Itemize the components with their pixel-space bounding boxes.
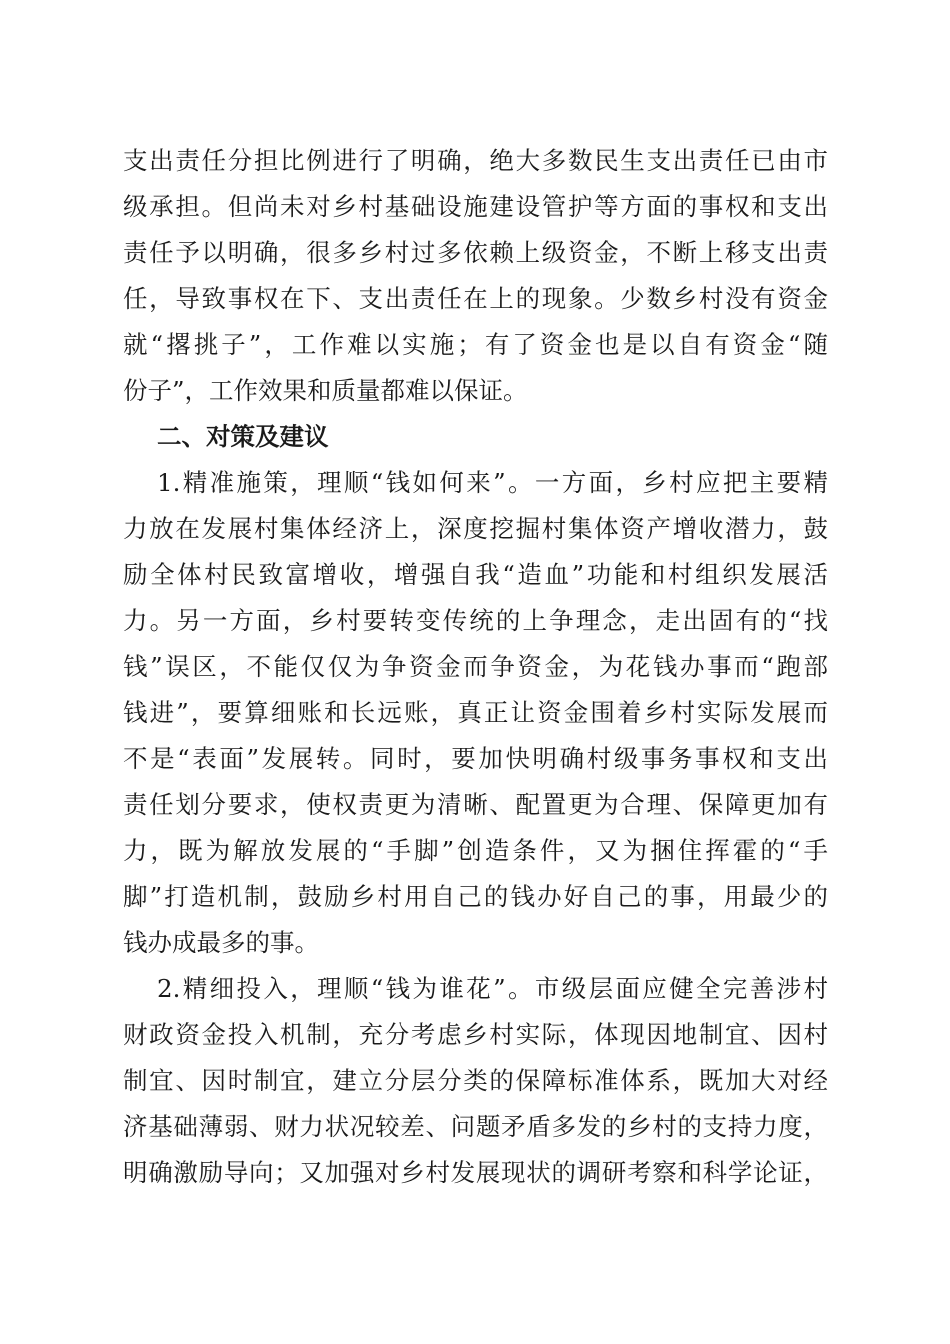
text-line: 力，既为解放发展的“手脚”创造条件，又为捆住挥霍的“手 <box>123 836 828 865</box>
text-line: 财政资金投入机制，充分考虑乡村实际，体现因地制宜、因村 <box>123 1020 828 1049</box>
text-line: 2.精细投入，理顺“钱为谁花”。市级层面应健全完善涉村 <box>157 974 828 1003</box>
text-line: 钱进”，要算细账和长远账，真正让资金围着乡村实际发展而 <box>123 698 828 727</box>
text-line: 支出责任分担比例进行了明确，绝大多数民生支出责任已由市 <box>123 146 828 175</box>
text-line: 明确激励导向；又加强对乡村发展现状的调研考察和科学论证， <box>123 1158 828 1187</box>
text-line: 责任予以明确，很多乡村过多依赖上级资金，不断上移支出责 <box>123 238 828 267</box>
text-line: 钱办成最多的事。 <box>123 928 319 957</box>
text-line: 济基础薄弱、财力状况较差、问题矛盾多发的乡村的支持力度， <box>123 1112 828 1141</box>
text-line: 不是“表面”发展转。同时，要加快明确村级事务事权和支出 <box>123 744 828 773</box>
text-line: 份子”，工作效果和质量都难以保证。 <box>123 376 528 405</box>
text-line: 1.精准施策，理顺“钱如何来”。一方面，乡村应把主要精 <box>157 468 828 497</box>
text-line: 力放在发展村集体经济上，深度挖掘村集体资产增收潜力，鼓 <box>123 514 828 543</box>
text-line: 责任划分要求，使权责更为清晰、配置更为合理、保障更加有 <box>123 790 828 819</box>
text-line: 力。另一方面，乡村要转变传统的上争理念，走出固有的“找 <box>123 606 828 635</box>
text-line: 就“撂挑子”，工作难以实施；有了资金也是以自有资金“随 <box>123 330 828 359</box>
text-line: 励全体村民致富增收，增强自我“造血”功能和村组织发展活 <box>123 560 828 589</box>
section-heading: 二、对策及建议 <box>157 422 329 451</box>
text-line: 制宜、因时制宜，建立分层分类的保障标准体系，既加大对经 <box>123 1066 828 1095</box>
text-line: 任，导致事权在下、支出责任在上的现象。少数乡村没有资金 <box>123 284 828 313</box>
text-line: 钱”误区，不能仅仅为争资金而争资金，为花钱办事而“跑部 <box>123 652 828 681</box>
text-line: 级承担。但尚未对乡村基础设施建设管护等方面的事权和支出 <box>123 192 828 221</box>
text-line: 脚”打造机制，鼓励乡村用自己的钱办好自己的事，用最少的 <box>123 882 828 911</box>
